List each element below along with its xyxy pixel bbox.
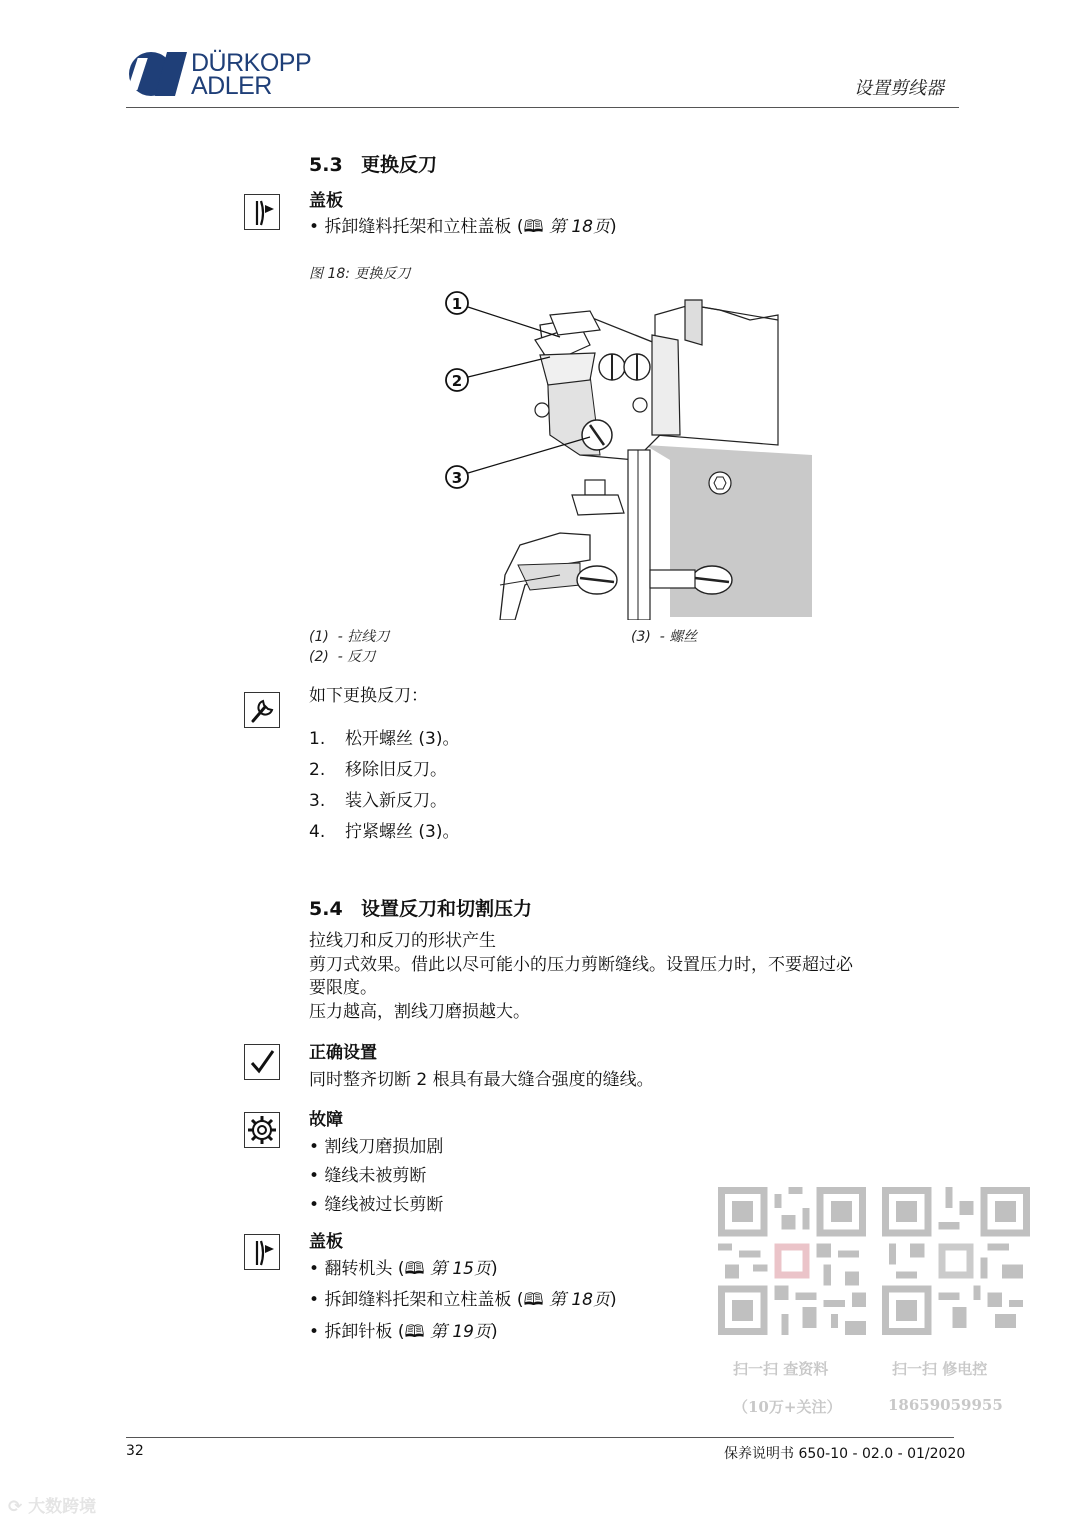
qr-right-label: 扫一扫 修电控 — [892, 1360, 988, 1378]
section-5-3-heading: 5.3 更换反刀 — [309, 154, 438, 176]
footer-divider — [126, 1437, 954, 1438]
cover-title: 盖板 — [309, 191, 343, 211]
fault-item: • 缝线未被剪断 — [309, 1165, 426, 1188]
brand-logo — [127, 48, 327, 100]
qr-right-sub: 18659059955 — [888, 1396, 1003, 1414]
svg-text:2: 2 — [451, 372, 463, 390]
document-id: 保养说明书 650-10 - 02.0 - 01/2020 — [724, 1446, 966, 1462]
step-2: 2. 移除旧反刀。 — [309, 760, 447, 780]
step-1: 1. 松开螺丝 (3)。 — [309, 729, 460, 749]
correct-setting-title: 正确设置 — [309, 1043, 377, 1063]
corner-watermark: ⟳ 大数跨境 — [8, 1497, 97, 1517]
cover-item: • 拆卸针板 (🕮 第 19页) — [309, 1321, 498, 1344]
intro-paragraph-line3: 要限度。 — [309, 978, 377, 998]
book-icon: 🕮 — [404, 1322, 425, 1342]
logo-line1: DÜRKOPP — [191, 49, 312, 77]
cover-item: • 拆卸缝料托架和立柱盖板 (🕮 第 18页) — [309, 1289, 617, 1312]
cover-panel-icon — [244, 194, 280, 230]
book-icon: 🕮 — [523, 1290, 544, 1310]
svg-text:1: 1 — [451, 295, 463, 313]
legend-item-1: (1) - 拉线刀 — [309, 629, 390, 645]
page-reference-link[interactable]: 第 19页 — [429, 1322, 491, 1342]
procedure-intro: 如下更换反刀： — [309, 686, 428, 706]
fault-item: • 割线刀磨损加剧 — [309, 1136, 443, 1159]
qr-left-label: 扫一扫 查资料 — [733, 1360, 829, 1378]
book-icon: 🕮 — [404, 1259, 425, 1279]
cover-title-2: 盖板 — [309, 1232, 343, 1252]
legend-item-3: (3) - 螺丝 — [631, 629, 698, 645]
cover-item: • 拆卸缝料托架和立柱盖板 (🕮 第 18页) — [309, 216, 617, 239]
header-section-title: 设置剪线器 — [854, 78, 944, 99]
callout-3 — [446, 466, 468, 488]
qr-left-sub: （10万+关注） — [733, 1398, 842, 1416]
svg-text:3: 3 — [451, 469, 463, 487]
fault-title: 故障 — [309, 1110, 343, 1130]
book-icon: 🕮 — [523, 217, 544, 237]
intro-paragraph-line2: 剪刀式效果。借此以尽可能小的压力剪断缝线。设置压力时，不要超过必 — [309, 955, 853, 975]
checkmark-icon — [244, 1044, 280, 1080]
page-reference-link[interactable]: 第 18页 — [548, 1290, 610, 1310]
correct-setting-text: 同时整齐切断 2 根具有最大缝合强度的缝线。 — [309, 1070, 654, 1090]
legend-item-2: (2) - 反刀 — [309, 649, 376, 665]
wrench-icon — [244, 692, 280, 728]
cover-item: • 翻转机头 (🕮 第 15页) — [309, 1258, 498, 1281]
section-5-4-heading: 5.4 设置反刀和切割压力 — [309, 898, 533, 920]
logo-mark-icon — [127, 48, 191, 98]
watermark-logo-icon: ⟳ — [8, 1497, 23, 1517]
fault-item: • 缝线被过长剪断 — [309, 1194, 443, 1217]
qr-code-left[interactable] — [718, 1187, 866, 1335]
callout-2 — [446, 369, 468, 391]
gear-fault-icon — [244, 1112, 280, 1148]
callout-1 — [446, 292, 468, 314]
header-divider — [126, 107, 959, 108]
logo-line2: ADLER — [191, 72, 272, 100]
page-reference-link[interactable]: 第 15页 — [429, 1259, 491, 1279]
page-reference-link[interactable]: 第 18页 — [548, 217, 610, 237]
step-4: 4. 拧紧螺丝 (3)。 — [309, 822, 460, 842]
figure-caption: 图 18: 更换反刀 — [309, 266, 411, 282]
intro-paragraph-line4: 压力越高，割线刀磨损越大。 — [309, 1002, 530, 1022]
page-number: 32 — [126, 1443, 144, 1459]
intro-paragraph-line1: 拉线刀和反刀的形状产生 — [309, 931, 496, 951]
step-3: 3. 装入新反刀。 — [309, 791, 447, 811]
knife-assembly-figure — [440, 285, 820, 620]
cover-panel-icon — [244, 1234, 280, 1270]
qr-code-right[interactable] — [882, 1187, 1030, 1335]
